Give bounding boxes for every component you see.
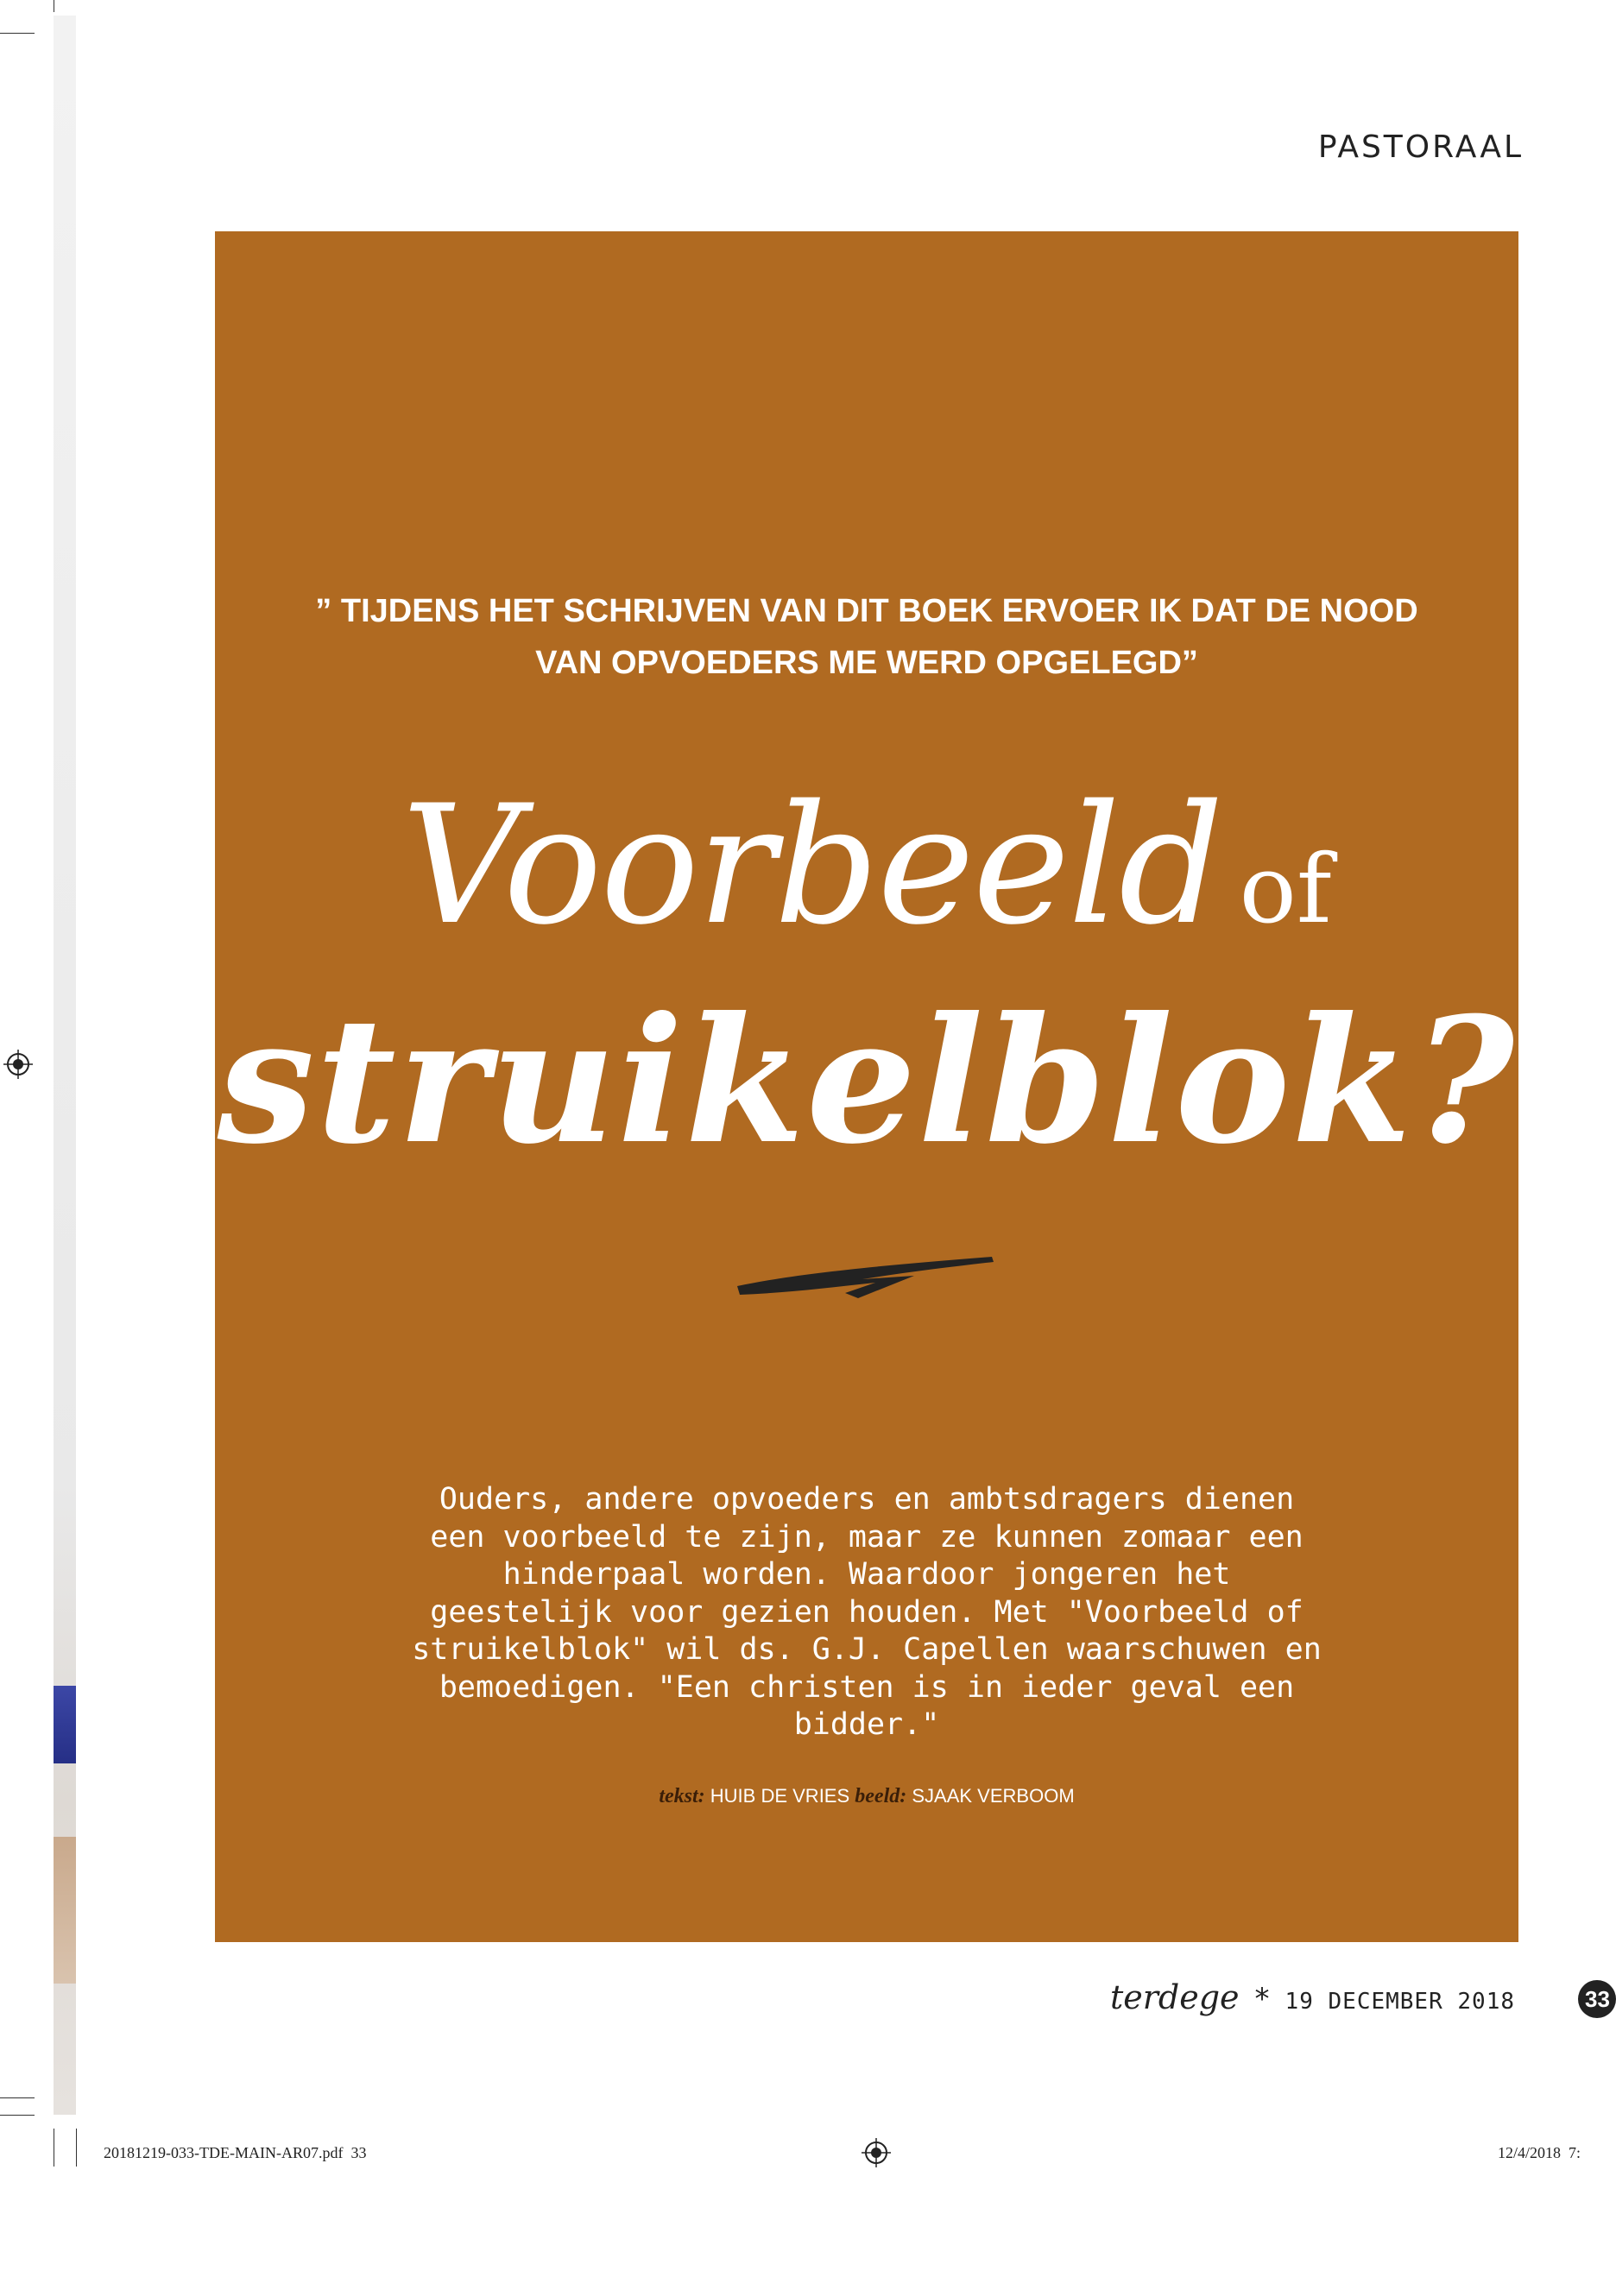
- page-number: 33: [1578, 1980, 1616, 2018]
- registration-mark-icon: [862, 2138, 891, 2167]
- adjacent-page-strip: [54, 16, 76, 2115]
- crop-mark: [0, 2097, 35, 2098]
- slug-date: 12/4/2018: [1498, 2144, 1562, 2161]
- intro-paragraph: Ouders, andere opvoeders en ambtsdragers dienen een voorbeeld te zijn, maar ze kunnen zomaar een hinderpaal worden. Waardoor jongeren het geestelijk voor gezien houden. Met "Voorbeeld of struikelblok" wil ds. G.J. Capellen waarschuwen en bemoedigen. "Een christen is in ieder geval een bidder.": [412, 1482, 1322, 1742]
- credit-text-author: HUIB DE VRIES: [710, 1785, 850, 1807]
- issue-date: 19 DECEMBER 2018: [1285, 1989, 1515, 2015]
- brush-swash-icon: [733, 1250, 1001, 1310]
- credits-line: [215, 1785, 1518, 1808]
- slug-filename: 20181219-033-TDE-MAIN-AR07.pdf: [104, 2144, 344, 2161]
- pull-quote: ” TIJDENS HET SCHRIJVEN VAN DIT BOEK ERVOER IK DAT DE NOOD VAN OPVOEDERS ME WERD OPGELEGD”: [315, 593, 1418, 681]
- title-connector: of: [1239, 834, 1332, 944]
- article-panel: [215, 231, 1518, 1942]
- credit-text-label: tekst:: [659, 1785, 705, 1807]
- slug-time: 7:: [1569, 2144, 1581, 2161]
- crop-mark: [76, 2129, 77, 2167]
- print-slug-file: [104, 2144, 366, 2162]
- magazine-name: terdege: [1109, 1978, 1240, 2016]
- adjacent-photo-wood: [54, 1837, 76, 1984]
- credit-photo-author: SJAAK VERBOOM: [912, 1785, 1075, 1807]
- crop-mark: [0, 33, 35, 34]
- footer-separator: *: [1254, 1982, 1270, 2016]
- title-main: Voorbeeld: [401, 770, 1222, 961]
- slug-page: 33: [350, 2144, 367, 2161]
- page-footer: [1110, 1978, 1515, 2016]
- title-line-1: [215, 770, 1518, 961]
- adjacent-photo-blue: [54, 1686, 76, 1763]
- credit-photo-label: beeld:: [855, 1785, 907, 1807]
- registration-mark-icon: [3, 1050, 33, 1079]
- section-label: PASTORAAL: [1317, 129, 1524, 165]
- crop-mark: [0, 2115, 35, 2116]
- title-script: struikelblok?: [217, 980, 1517, 1183]
- print-slug-datetime: [1498, 2144, 1581, 2162]
